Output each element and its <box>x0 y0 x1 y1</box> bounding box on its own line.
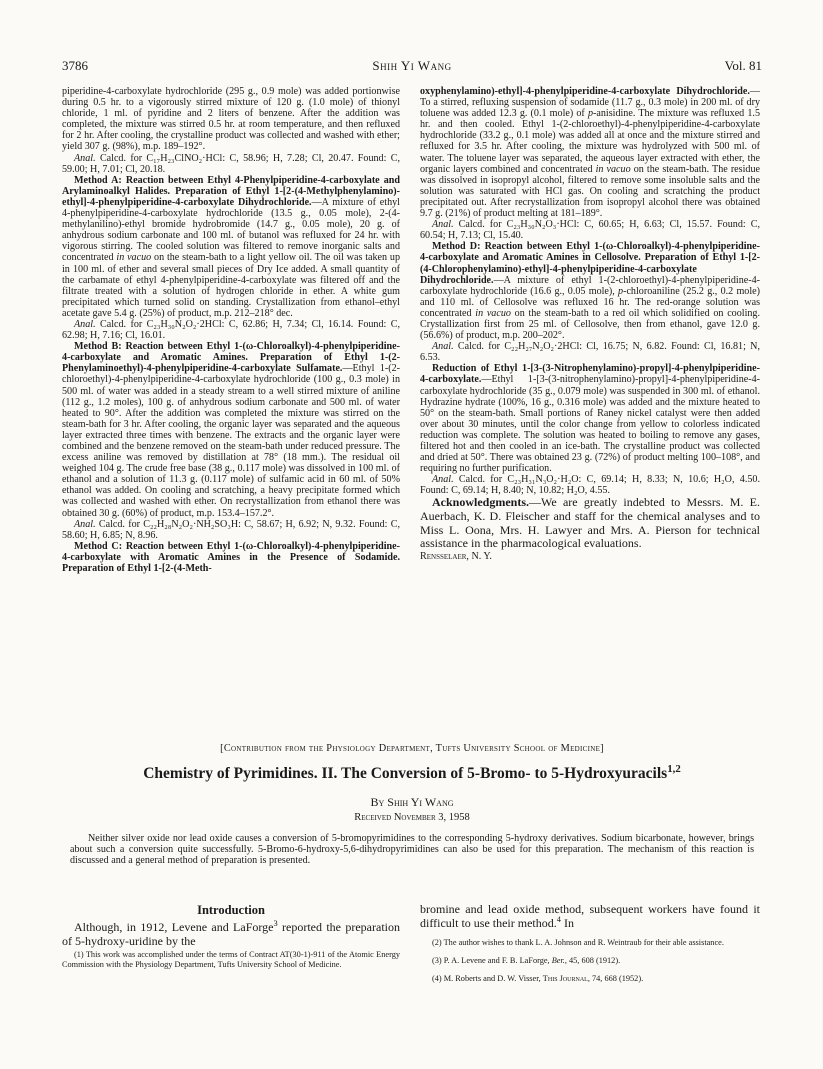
acknowledgments: Acknowledgments.—We are greatly indebted to Messrs. M. E. Auerbach, K. D. Fleischer and staff for the chemical analyses and to Miss L. Oona, Mrs. H. Lawyer and Mrs. A. Pierson for technical assistance in the pharmacological evaluations. <box>420 495 760 551</box>
intro-paragraph-continued: bromine and lead oxide method, subsequent workers have found it difficult to use their method.$^4$ In <box>420 902 760 930</box>
method-d-heading: Method D: Reaction between Ethyl 1-(ω-Chloroalkyl)-4-phenylpiperidine-4-carboxylate and Aromatic Amines in Cellosolve. Preparation of Ethyl 1-[2-(4-Chlorophenylamino)-ethyl]-4-phenylpiperidine-4-carboxylate Dihydrochloride. <box>420 241 760 286</box>
intro-heading: Introduction <box>197 903 265 917</box>
footnote-3: (3) P. A. Levene and F. B. LaForge, Ber., 45, 608 (1912). <box>432 956 621 966</box>
method-b-heading: Method B: Reaction between Ethyl 1-(ω-Chloroalkyl)-4-phenylpiperidine-4-carboxylate and Aromatic Amines. Preparation of Ethyl 1-(2-Phenylaminoethyl)-4-phenylpiperidine-4-carboxylate Sulfamate. <box>62 341 400 375</box>
footnote-4: (4) M. Roberts and D. W. Visser, This Journal, 74, 668 (1952). <box>432 974 644 984</box>
footnote-2: (2) The author wishes to thank L. A. Johnson and R. Weintraub for their able assistance. <box>432 938 724 948</box>
intro-right-column <box>420 903 760 992</box>
analysis-line: Anal. Calcd. for C₂₂H₂₈N₂O₂·NH₂SO₃H: C, 58.67; H, 6.92; N, 9.32. Found: C, 58.60; H, 6.85; N, 8.96. <box>62 518 400 541</box>
volume-label: Vol. 81 <box>724 58 762 73</box>
paragraph: piperidine-4-carboxylate hydrochloride (295 g., 0.9 mole) was added portionwise during 0.5 hr. to a vigorously stirred mixture of 120 g. (1.0 mole) of thionyl chloride, 1 ml. of pyridine and 2 liters of benzene. After the addition was completed, the mixture was stirred 0.5 hr. at room temperature, and then refluxed for 2 hr. After cooling, the crystalline product was collected and washed with ether; yield 307 g. (98%), m.p. 189–192°. <box>62 86 400 153</box>
page-header <box>62 58 762 76</box>
received-date: Received November 3, 1958 <box>354 812 470 823</box>
analysis-line: Anal. Calcd. for C₁₇H₂₃ClNO₂·HCl: C, 58.96; H, 7.28; Cl, 20.47. Found: C, 59.00; H, 7.01; Cl, 20.18. <box>62 152 400 175</box>
reduction-heading: Reduction of Ethyl 1-[3-(3-Nitrophenylamino)-propyl]-4-phenylpiperidine-4-carboxylate. <box>420 363 760 386</box>
right-column <box>420 86 760 562</box>
analysis-line: Anal. Calcd. for C₂₃H₃₀N₂O₂·2HCl: C, 62.86; H, 7.34; Cl, 16.14. Found: C, 62.98; H, 7.16; Cl, 16.01. <box>62 318 400 342</box>
contribution-line: [Contribution from the Physiology Department, Tufts University School of Medicine] <box>220 743 604 754</box>
method-a-heading: Method A: Reaction between Ethyl 4-Phenylpiperidine-4-carboxylate and Arylaminoalkyl Halides. Preparation of Ethyl 1-[2-(4-Methylphenylamino)-ethyl]-4-phenylpiperidine-4-carboxylate Dihydrochloride. <box>62 174 400 208</box>
analysis-line: Anal. Calcd. for C₂₃H₃₀N₂O₃·HCl: C, 60.65; H, 6.63; Cl, 15.57. Found: C, 60.54; H, 7.13; Cl, 15.40. <box>420 219 760 242</box>
intro-left-column <box>62 903 400 978</box>
analysis-line: Anal. Calcd. for C₂₂H₂₇N₂O₂·2HCl: Cl, 16.75; N, 6.82. Found: Cl, 16.81; N, 6.53. <box>420 341 760 364</box>
intro-paragraph: Although, in 1912, Levene and LaForge$^3$ reported the preparation of 5-hydroxy-uridine by the <box>62 919 400 948</box>
analysis-line: Anal. Calcd. for C₂₃H₃₁N₃O₂·H₂O: C, 69.14; H, 8.33; N, 10.6; H₂O, 4.50. Found: C, 69.14; H, 8.40; N, 10.82; H₂O, 4.55. <box>420 474 760 497</box>
byline: By Shih Yi Wang <box>370 795 454 809</box>
method-c-heading: Method C: Reaction between Ethyl 1-(ω-Chloroalkyl)-4-phenylpiperidine-4-carboxylate with Aromatic Amines in the Presence of Sodamide. Preparation of Ethyl 1-[2-(4-Meth- <box>62 540 400 575</box>
affiliation-place: Rensselaer, N. Y. <box>420 550 492 562</box>
running-head: Shih Yi Wang <box>372 58 452 73</box>
method-c-continued: oxyphenylamino)-ethyl]-4-phenylpiperidine-4-carboxylate Dihydrochloride.—To a stirred, refluxing suspension of sodamide (11.7 g., 0.3 mole) in 200 ml. of dry toluene was added 12.3 g. (0.1 mole) of p-anisidine. The mixture was refluxed 1.5 hr. and then cooled. Ethyl 1-(2-chloroethyl)-4-phenylpiperidine-4-carboxylate hydrochloride (33.2 g., 0.1 mole) was added all at once and the mixture stirred and refluxed for 3.5 hr. After cooling, the mixture was hydrolyzed with 500 ml. of water. The toluene layer was separated, the aqueous layer extracted with ether, the organic layers combined and concentrated in vacuo on the steam-bath. The residue was dissolved in isopropyl alcohol, filtered to remove some insoluble salts and the solution was saturated with HCl gas. On cooling and scratching the product precipitated out. After recrystallization from isopropyl alcohol there was obtained 9.7 g. (21%) of product melting at 181–189°. <box>420 86 760 220</box>
method-b-paragraph: Method B: Reaction between Ethyl 1-(ω-Chloroalkyl)-4-phenylpiperidine-4-carboxylate and Aromatic Amines. Preparation of Ethyl 1-(2-Phenylaminoethyl)-4-phenylpiperidine-4-carboxylate Sulfamate.—Ethyl 1-(2-chloroethyl)-4-phenylpiperidine-4-carboxylate hydrochloride (100 g., 0.3 mole) in 500 ml. of water was added in a steady stream to a well stirred mixture of aniline (112 g., 1.2 moles), 100 g. of anhydrous sodium carbonate and 500 ml. of water heated to 90°. After the addition was completed the mixture was stirred on the steam-bath for 3 hr. After cooling, the organic layer was separated and the aqueous layer extracted three times with benzene. The extracts and the organic layer were combined and the benzene removed on the steam-bath under reduced pressure. The excess aniline was removed by distillation at 78° (18 mm.). The residual oil weighed 104 g. The crude free base (38 g., 0.117 mole) was dissolved in 100 ml. of ethanol and a solution of 11.3 g. (0.117 mole) of sulfamic acid in 60 ml. of 50% ethanol was added. On cooling and scratching, a heavy precipitate formed which was collected and washed with ether. On recrystallization from ethanol there was obtained 30 g. (60%) of product, m.p. 153.4–157.2°. <box>62 341 400 519</box>
reduction-paragraph: Reduction of Ethyl 1-[3-(3-Nitrophenylamino)-propyl]-4-phenylpiperidine-4-carboxylate.—Ethyl 1-[3-(3-nitrophenylamino)-propyl]-4-phenylpiperidine-4-carboxylate hydrochloride (35 g., 0.079 mole) was suspended in 300 ml. of ethanol. Hydrazine hydrate (100%, 16 g., 0.316 mole) was added and the mixture heated to 50° on the steam-bath. Small portions of Raney nickel catalyst were then added over about 30 minutes, until the color change from yellow to colorless indicated reduction was complete. The solution was heated to boiling to remove any gases, filtered hot and then cooled in an ice-bath. The crystalline product was collected and dried at 50°. There was obtained 23 g. (72%) of product melting 100–108°, and requiring no further purification. <box>420 363 760 475</box>
article-title: Chemistry of Pyrimidines. II. The Conversion of 5-Bromo- to 5-Hydroxyuracils$^{1,2}$ <box>143 762 681 782</box>
page-number: 3786 <box>62 58 88 73</box>
left-column <box>62 86 400 574</box>
footnote-1: (1) This work was accomplished under the terms of Contract AT(30-1)-911 of the Atomic Energy Commission with the Physiology Department, Tufts University School of Medicine. <box>62 950 400 969</box>
method-c-paragraph <box>62 541 400 574</box>
method-d-paragraph: Method D: Reaction between Ethyl 1-(ω-Chloroalkyl)-4-phenylpiperidine-4-carboxylate and Aromatic Amines in Cellosolve. Preparation of Ethyl 1-[2-(4-Chlorophenylamino)-ethyl]-4-phenylpiperidine-4-carboxylate Dihydrochloride.—A mixture of ethyl 1-(2-chloroethyl)-4-phenylpiperidine-4-carboxylate hydrochloride (16.6 g., 0.05 mole), p-chloroaniline (25.2 g., 0.2 mole) and 110 ml. of Cellosolve was refluxed 16 hr. The red-orange solution was concentrated in vacuo on the steam-bath to a red oil which solidified on cooling. Crystallization first from 25 ml. of Cellosolve, then from ethanol, gave 12.0 g. (56.6%) of product, m.p. 200–202°. <box>420 241 760 342</box>
method-a-paragraph: Method A: Reaction between Ethyl 4-Phenylpiperidine-4-carboxylate and Arylaminoalkyl Halides. Preparation of Ethyl 1-[2-(4-Methylphenylamino)-ethyl]-4-phenylpiperidine-4-carboxylate Dihydrochloride.—A mixture of ethyl 4-phenylpiperidine-4-carboxylate hydrochloride (13.5 g., 0.05 mole), 2-(4-methylanilino)-ethyl bromide hydrobromide (14.7 g., 0.05 mole), 20 g. of anhydrous sodium carbonate and 100 ml. of butanol was refluxed for 24 hr. with vigorous stirring. The cooled solution was filtered to remove inorganic salts and concentrated in vacuo on the steam-bath to a light yellow oil. The oil was taken up in 100 ml. of ether and several small pieces of Dry Ice added. A small quantity of the carbamate of ethyl 4-phenylpiperidine-4-carboxylate was filtered off and the filtrate treated with a solution of hydrogen chloride in ether. A white gum precipitated which turned solid on standing. Crystallization from ethanol–ethyl acetate gave 5.4 g. (25%) of product, m.p. 212–218° dec. <box>62 174 400 319</box>
abstract: Neither silver oxide nor lead oxide causes a conversion of 5-bromopyrimidines to the corresponding 5-hydroxy derivatives. Sodium bicarbonate, however, brings about such a conversion quite successfully. 5-Bromo-6-hydroxy-5,6-dihydropyrimidines can also be used for this preparation. The mechanism of this reaction is discussed and a general method of preparation is presented. <box>70 833 754 867</box>
